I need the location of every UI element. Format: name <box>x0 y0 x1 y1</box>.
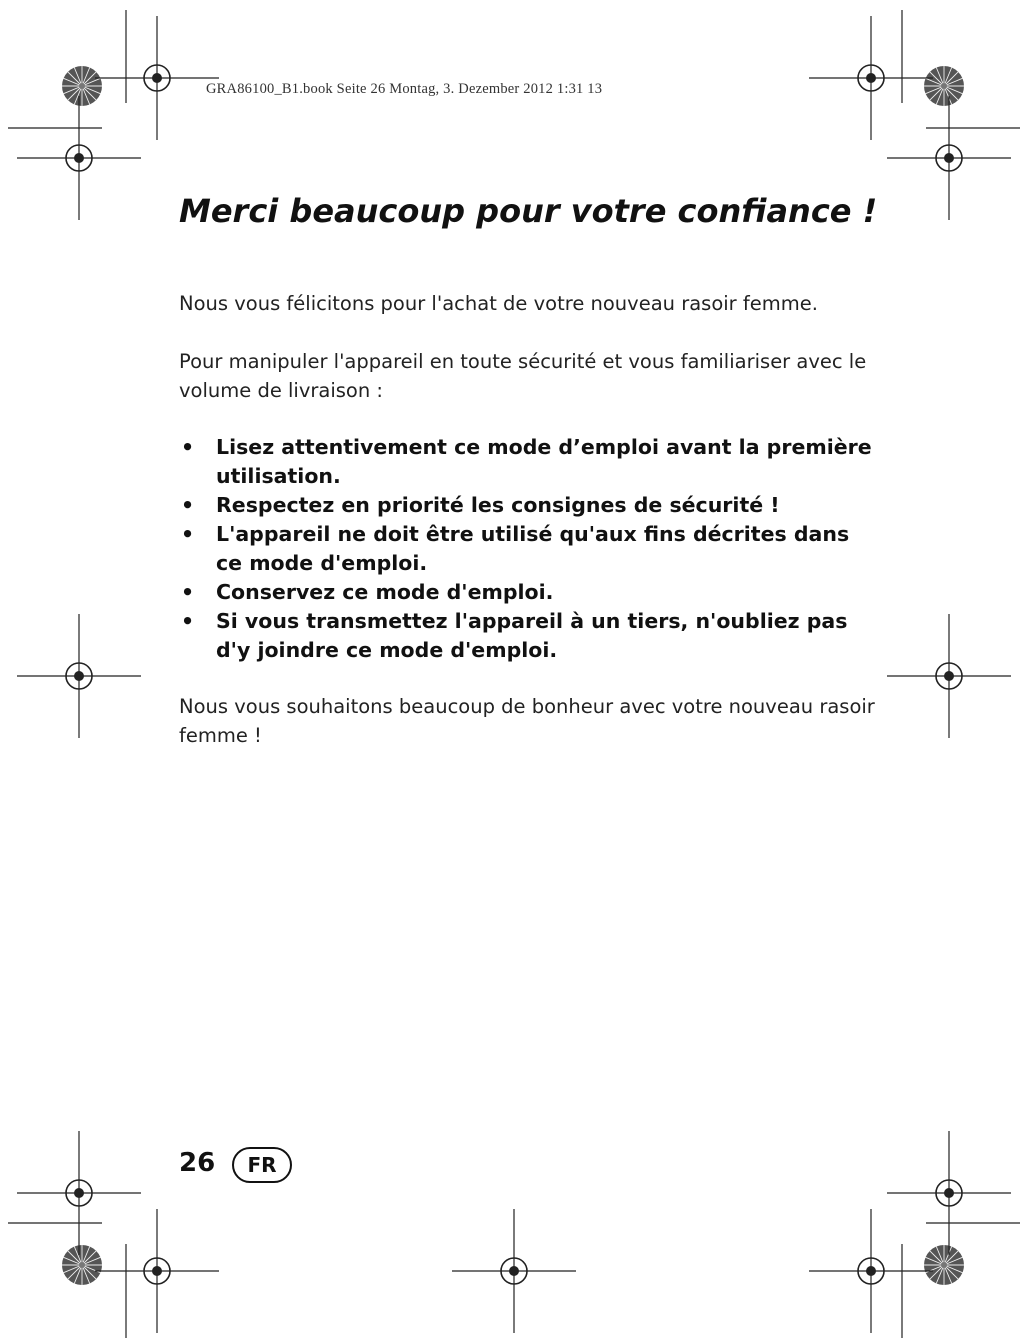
list-item: • Lisez attentivement ce mode d’emploi avant la première utilisation. <box>181 433 881 491</box>
registration-mark-icon <box>95 16 219 140</box>
list-item: • Si vous transmettez l'appareil à un tiers, n'oubliez pas d'y joindre ce mode d'emploi. <box>181 607 881 665</box>
instructions-lead-paragraph: Pour manipuler l'appareil en toute sécurité et vous familiariser avec le volume de livraison : <box>179 350 867 402</box>
instructions-list <box>181 433 881 665</box>
language-badge: FR <box>232 1147 292 1183</box>
color-target-icon <box>924 66 964 106</box>
registration-mark-icon <box>809 1209 933 1333</box>
list-item: • L'appareil ne doit être utilisé qu'aux fins décrites dans ce mode d'emploi. <box>181 520 881 578</box>
color-target-icon <box>924 1245 964 1285</box>
registration-mark-icon <box>17 96 141 220</box>
list-item: • Respectez en priorité les consignes de sécurité ! <box>181 491 881 520</box>
registration-mark-icon <box>809 16 933 140</box>
registration-mark-icon <box>887 1131 1011 1255</box>
intro-paragraph: Nous vous félicitons pour l'achat de votre nouveau rasoir femme. <box>179 292 818 315</box>
page-number: 26 <box>179 1148 216 1178</box>
page-title: Merci beaucoup pour votre confiance ! <box>179 192 878 230</box>
registration-mark-icon <box>17 614 141 738</box>
color-target-icon <box>62 1245 102 1285</box>
registration-mark-icon <box>95 1209 219 1333</box>
registration-mark-icon <box>887 96 1011 220</box>
registration-mark-icon <box>17 1131 141 1255</box>
list-item: • Conservez ce mode d'emploi. <box>181 578 881 607</box>
color-target-icon <box>62 66 102 106</box>
registration-mark-icon <box>887 614 1011 738</box>
slug-line: GRA86100_B1.book Seite 26 Montag, 3. Dezember 2012 1:31 13 <box>206 81 603 97</box>
closing-paragraph: Nous vous souhaitons beaucoup de bonheur avec votre nouveau rasoir femme ! <box>179 695 875 747</box>
registration-mark-icon <box>452 1209 576 1333</box>
